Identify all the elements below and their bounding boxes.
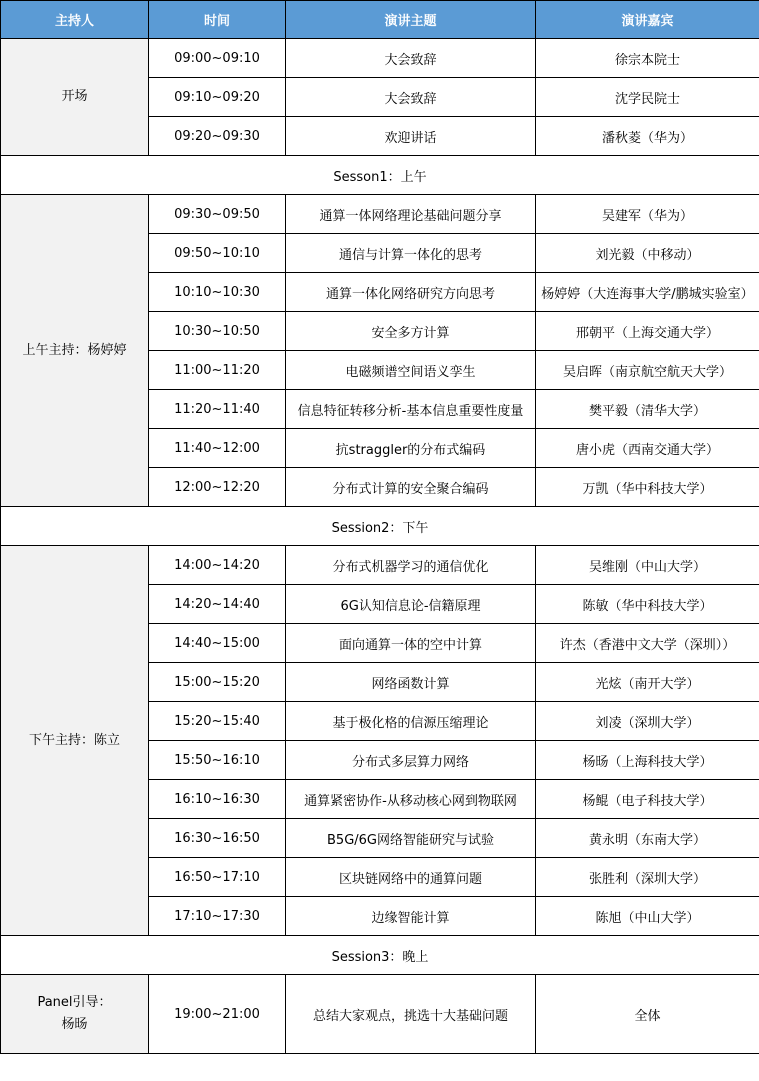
speaker-cell: 杨鲲（电子科技大学） xyxy=(536,780,759,819)
speaker-cell: 唐小虎（西南交通大学） xyxy=(536,429,759,468)
speaker-cell: 张胜利（深圳大学） xyxy=(536,858,759,897)
topic-cell: 分布式多层算力网络 xyxy=(286,741,536,780)
speaker-cell: 吴维刚（中山大学） xyxy=(536,546,759,585)
speaker-cell: 吴建军（华为） xyxy=(536,195,759,234)
topic-cell: 面向通算一体的空中计算 xyxy=(286,624,536,663)
speaker-cell: 潘秋菱（华为） xyxy=(536,117,759,156)
speaker-cell: 陈敏（华中科技大学） xyxy=(536,585,759,624)
time-cell: 14:20~14:40 xyxy=(149,585,286,624)
speaker-cell: 沈学民院士 xyxy=(536,78,759,117)
time-cell: 14:00~14:20 xyxy=(149,546,286,585)
speaker-cell: 吴启晖（南京航空航天大学） xyxy=(536,351,759,390)
topic-cell: 6G认知信息论-信籍原理 xyxy=(286,585,536,624)
time-cell: 14:40~15:00 xyxy=(149,624,286,663)
speaker-cell: 陈旭（中山大学） xyxy=(536,897,759,936)
table-body xyxy=(1,39,759,1054)
speaker-cell: 杨婷婷（大连海事大学/鹏城实验室） xyxy=(536,273,759,312)
session-header-row xyxy=(1,507,759,546)
topic-cell: 总结大家观点，挑选十大基础问题 xyxy=(286,975,536,1054)
host-cell-session1: 上午主持：杨婷婷 xyxy=(1,195,149,507)
time-cell: 16:50~17:10 xyxy=(149,858,286,897)
speaker-cell: 光炫（南开大学） xyxy=(536,663,759,702)
speaker-cell: 杨旸（上海科技大学） xyxy=(536,741,759,780)
header-row xyxy=(1,1,759,39)
header-speaker: 演讲嘉宾 xyxy=(536,1,759,39)
speaker-cell: 刘光毅（中移动） xyxy=(536,234,759,273)
table-row xyxy=(1,195,759,234)
time-cell: 11:40~12:00 xyxy=(149,429,286,468)
topic-cell: 安全多方计算 xyxy=(286,312,536,351)
host-line-2: 杨旸 xyxy=(61,1017,88,1032)
time-cell: 09:30~09:50 xyxy=(149,195,286,234)
session-header-row xyxy=(1,936,759,975)
header-host: 主持人 xyxy=(1,1,149,39)
session3-title: Session3：晚上 xyxy=(1,936,759,975)
host-line-1: Panel引导： xyxy=(37,995,112,1010)
topic-cell: 抗straggler的分布式编码 xyxy=(286,429,536,468)
time-cell: 15:50~16:10 xyxy=(149,741,286,780)
time-cell: 09:50~10:10 xyxy=(149,234,286,273)
host-cell-opening: 开场 xyxy=(1,39,149,156)
time-cell: 15:00~15:20 xyxy=(149,663,286,702)
time-cell: 12:00~12:20 xyxy=(149,468,286,507)
speaker-cell: 全体 xyxy=(536,975,759,1054)
topic-cell: 欢迎讲话 xyxy=(286,117,536,156)
table-row xyxy=(1,39,759,78)
speaker-cell: 万凯（华中科技大学） xyxy=(536,468,759,507)
time-cell: 10:10~10:30 xyxy=(149,273,286,312)
time-cell: 09:20~09:30 xyxy=(149,117,286,156)
time-cell: 09:10~09:20 xyxy=(149,78,286,117)
time-cell: 17:10~17:30 xyxy=(149,897,286,936)
topic-cell: 信息特征转移分析-基本信息重要性度量 xyxy=(286,390,536,429)
topic-cell: 大会致辞 xyxy=(286,39,536,78)
session2-title: Session2：下午 xyxy=(1,507,759,546)
session1-title: Sesson1：上午 xyxy=(1,156,759,195)
time-cell: 11:20~11:40 xyxy=(149,390,286,429)
speaker-cell: 许杰（香港中文大学（深圳）） xyxy=(536,624,759,663)
header-time: 时间 xyxy=(149,1,286,39)
topic-cell: 通算一体网络理论基础问题分享 xyxy=(286,195,536,234)
speaker-cell: 邢朝平（上海交通大学） xyxy=(536,312,759,351)
time-cell: 19:00~21:00 xyxy=(149,975,286,1054)
topic-cell: 通算一体化网络研究方向思考 xyxy=(286,273,536,312)
speaker-cell: 黄永明（东南大学） xyxy=(536,819,759,858)
speaker-cell: 樊平毅（清华大学） xyxy=(536,390,759,429)
time-cell: 15:20~15:40 xyxy=(149,702,286,741)
topic-cell: 边缘智能计算 xyxy=(286,897,536,936)
topic-cell: 通算紧密协作-从移动核心网到物联网 xyxy=(286,780,536,819)
time-cell: 10:30~10:50 xyxy=(149,312,286,351)
topic-cell: 分布式机器学习的通信优化 xyxy=(286,546,536,585)
time-cell: 16:10~16:30 xyxy=(149,780,286,819)
topic-cell: 分布式计算的安全聚合编码 xyxy=(286,468,536,507)
speaker-cell: 刘凌（深圳大学） xyxy=(536,702,759,741)
time-cell: 16:30~16:50 xyxy=(149,819,286,858)
host-cell-session3 xyxy=(1,975,149,1054)
host-cell-session2: 下午主持：陈立 xyxy=(1,546,149,936)
topic-cell: 基于极化格的信源压缩理论 xyxy=(286,702,536,741)
table-header xyxy=(1,1,759,39)
topic-cell: 大会致辞 xyxy=(286,78,536,117)
table-row xyxy=(1,975,759,1054)
table-row xyxy=(1,546,759,585)
topic-cell: 电磁频谱空间语义孪生 xyxy=(286,351,536,390)
speaker-cell: 徐宗本院士 xyxy=(536,39,759,78)
session-header-row xyxy=(1,156,759,195)
header-topic: 演讲主题 xyxy=(286,1,536,39)
topic-cell: 区块链网络中的通算问题 xyxy=(286,858,536,897)
topic-cell: 网络函数计算 xyxy=(286,663,536,702)
time-cell: 11:00~11:20 xyxy=(149,351,286,390)
topic-cell: 通信与计算一体化的思考 xyxy=(286,234,536,273)
time-cell: 09:00~09:10 xyxy=(149,39,286,78)
topic-cell: B5G/6G网络智能研究与试验 xyxy=(286,819,536,858)
